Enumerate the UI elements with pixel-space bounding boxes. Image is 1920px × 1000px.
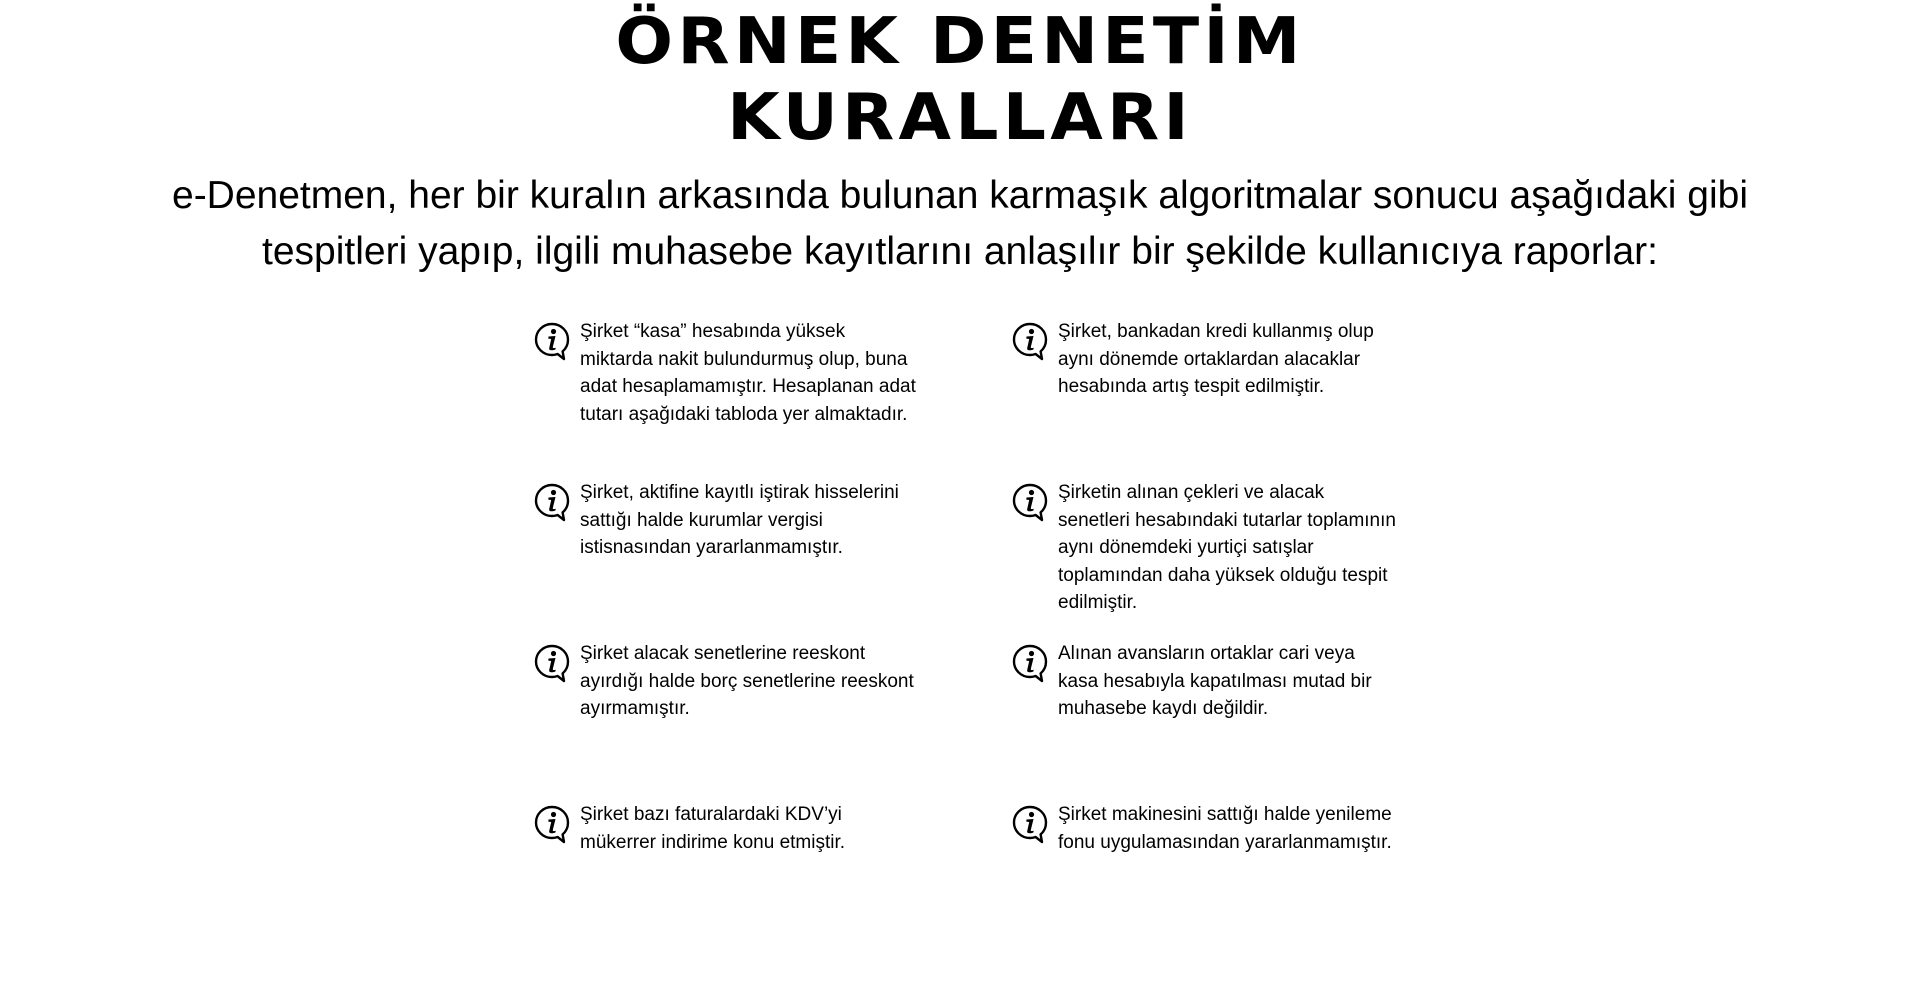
info-icon bbox=[533, 804, 571, 844]
rule-item bbox=[1011, 479, 1411, 640]
rule-text: Şirket bazı faturalardaki KDV’yi mükerrer indirime konu etmiştir. bbox=[580, 804, 846, 853]
rules-grid bbox=[533, 318, 1433, 962]
info-icon bbox=[1011, 643, 1049, 683]
rule-text: Şirket makinesini sattığı halde yenileme fonu uygulamasından yararlanmamıştır. bbox=[1058, 804, 1392, 853]
rule-item bbox=[533, 318, 1011, 479]
info-icon bbox=[533, 643, 571, 683]
rule-item bbox=[1011, 640, 1411, 801]
rule-text: Şirket alacak senetlerine reeskont ayırdığı halde borç senetlerine reeskont ayırmamıştır. bbox=[580, 643, 914, 719]
rule-item bbox=[533, 479, 1011, 640]
rule-text: Şirket, bankadan kredi kullanmış olup aynı dönemde ortaklardan alacaklar hesabında artış tespit edilmiştir. bbox=[1058, 321, 1374, 397]
rule-text: Alınan avansların ortaklar cari veya kasa hesabıyla kapatılması mutad bir muhasebe kaydı değildir. bbox=[1058, 643, 1372, 719]
info-icon bbox=[1011, 804, 1049, 844]
info-icon bbox=[533, 321, 571, 361]
info-icon bbox=[1011, 321, 1049, 361]
info-icon bbox=[1011, 482, 1049, 522]
rule-text: Şirketin alınan çekleri ve alacak senetleri hesabındaki tutarlar toplamının aynı dönemdeki yurtiçi satışlar toplamından daha yüksek olduğu tespit edilmiştir. bbox=[1058, 482, 1396, 613]
rule-item bbox=[533, 640, 1011, 801]
intro-paragraph: e-Denetmen, her bir kuralın arkasında bulunan karmaşık algoritmalar sonucu aşağıdaki gibi tespitleri yapıp, ilgili muhasebe kayıtlarını anlaşılır bir şekilde kullanıcıya raporlar: bbox=[172, 174, 1748, 273]
rule-item bbox=[1011, 801, 1411, 962]
rule-text: Şirket, aktifine kayıtlı iştirak hisselerini sattığı halde kurumlar vergisi istisnasından yararlanmamıştır. bbox=[580, 482, 899, 558]
rule-text: Şirket “kasa” hesabında yüksek miktarda nakit bulundurmuş olup, buna adat hesaplamamıştır. Hesaplanan adat tutarı aşağıdaki tabloda yer almaktadır. bbox=[580, 321, 916, 425]
rule-item bbox=[533, 801, 1011, 962]
page-title: ÖRNEK DENETİM KURALLARI bbox=[615, 5, 1305, 155]
info-icon bbox=[533, 482, 571, 522]
rule-item bbox=[1011, 318, 1411, 479]
